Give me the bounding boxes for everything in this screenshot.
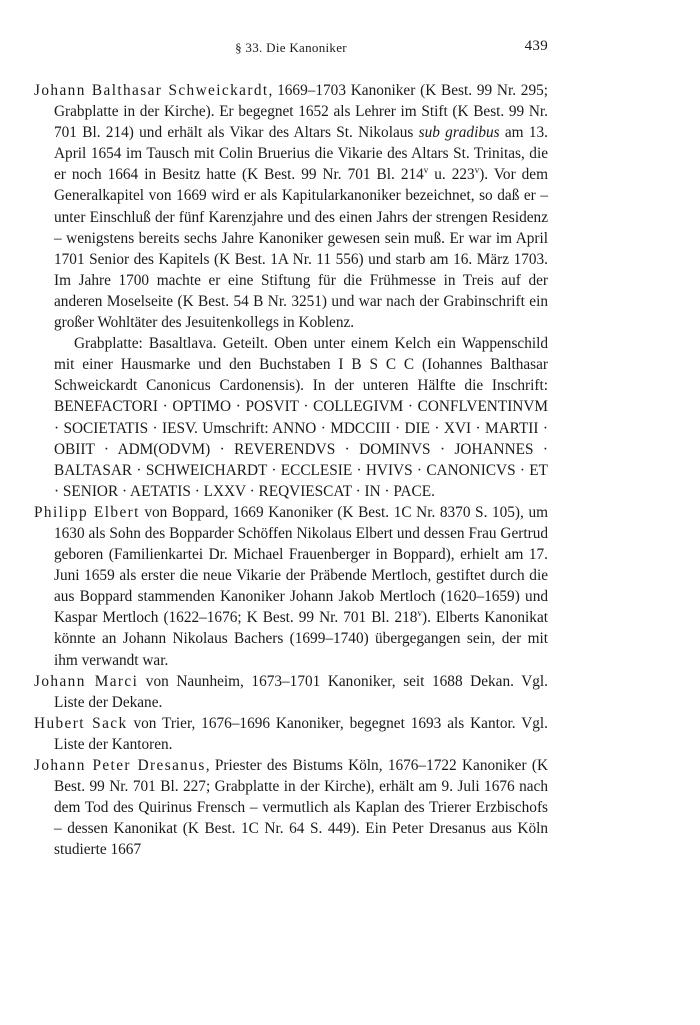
entry-name: Johann Balthasar Schweickardt — [34, 82, 269, 99]
page-number: 439 — [524, 38, 548, 54]
entry-name: Johann Marci — [34, 672, 139, 690]
entry-name: Hubert Sack — [34, 714, 128, 732]
entry-schweickardt: Johann Balthasar Schweickardt, 1669–1703 Kanoniker (K Best. 99 Nr. 295; Grabplatte in der Kirche). Er begegnet 1652 als Lehrer im Stift (K Best. 99 Nr. 701 Bl. 214) und erhält als Vikar des Altars St. Nikolaus sub gradibus am 13. April 1654 im Tausch mit Colin Bruerius die Vikarie des Altars St. Trinitas, die er noch 1664 in Besitz hatte (K Best. 99 Nr. 701 Bl. 214$^v$ u. 223$^v$). Vor dem Generalkapitel von 1669 wird er als Kapitularkanoniker bezeichnet, so daß er – unter Einschluß der fünf Karenzjahre und des einen Jahrs der strengen Residenz – wenigstens bereits sechs Jahre Kanoniker gewesen sein muß. Er war im April 1701 Senior des Kapitels (K Best. 1A Nr. 11 556) und starb am 16. März 1703. Im Jahre 1700 machte er eine Stiftung für die Frühmesse in Treis auf der anderen Moselseite (K Best. 54 B Nr. 3251) und war nach der Grabinschrift ein großer Wohltäter des Jesuitenkollegs in Koblenz. — [34, 82, 548, 332]
italic-phrase: sub gradibus — [418, 124, 500, 142]
entry-sack: Hubert Sack von Trier, 1676–1696 Kanoniker, begegnet 1693 als Kantor. Vgl. Liste der Kantoren. — [34, 714, 548, 753]
book-page — [34, 38, 548, 860]
entry-name: Philipp Elbert — [34, 503, 140, 521]
entry-elbert: Philipp Elbert von Boppard, 1669 Kanoniker (K Best. 1C Nr. 8370 S. 105), um 1630 als Sohn des Bopparder Schöffen Nikolaus Elbert und dessen Frau Gertrud geboren (Familienkartei Dr. Michael Frauenberger in Boppard), erhielt am 17. Juni 1659 als erster die neue Vikarie der Präbende Mertloch, gestiftet durch die aus Boppard stammenden Kanoniker Johann Jakob Mertloch (1620–1659) und Kaspar Mertloch (1622–1676; K Best. 99 Nr. 701 Bl. 218$^v$). Elberts Kanonikat könnte an Johann Nikolaus Bachers (1699–1740) übergegangen sein, der mit ihm verwandt war. — [34, 503, 548, 669]
page-body — [34, 80, 548, 860]
entry-dresanus: Johann Peter Dresanus, Priester des Bistums Köln, 1676–1722 Kanoniker (K Best. 99 Nr. 701 Bl. 227; Grabplatte in der Kirche), erhält am 9. Juli 1676 nach dem Tod des Quirinus Frensch – vermutlich als Kaplan des Trierer Erzbischofs – dessen Kanonikat (K Best. 1C Nr. 64 S. 449). Ein Peter Dresanus aus Köln studierte 1667 — [34, 757, 548, 859]
entry-marci: Johann Marci von Naunheim, 1673–1701 Kanoniker, seit 1688 Dekan. Vgl. Liste der Dekane. — [34, 672, 548, 711]
running-title: § 33. Die Kanoniker — [235, 40, 347, 55]
running-head — [34, 38, 548, 60]
entry-name: Johann Peter Dresanus — [34, 757, 206, 774]
grabplatte-paragraph: Grabplatte: Basaltlava. Geteilt. Oben unter einem Kelch ein Wappenschild mit einer Hausmarke und den Buchstaben I B S C C (Iohannes Balthasar Schweickardt Canonicus Cardonensis). In der unteren Hälfte die Inschrift: BENEFACTORI · OPTIMO · POSVIT · COLLEGIVM · CONFLVENTINVM · SOCIETATIS · IESV. Umschrift: ANNO · MDCCIII · DIE · XVI · MARTII · OBIIT · ADM(ODVM) · REVERENDVS · DOMINVS · JOHANNES · BALTASAR · SCHWEICHARDT · ECCLESIE · HVIVS · CANONICVS · ET · SENIOR · AETATIS · LXXV · REQVIESCAT · IN · PACE. — [54, 335, 548, 500]
